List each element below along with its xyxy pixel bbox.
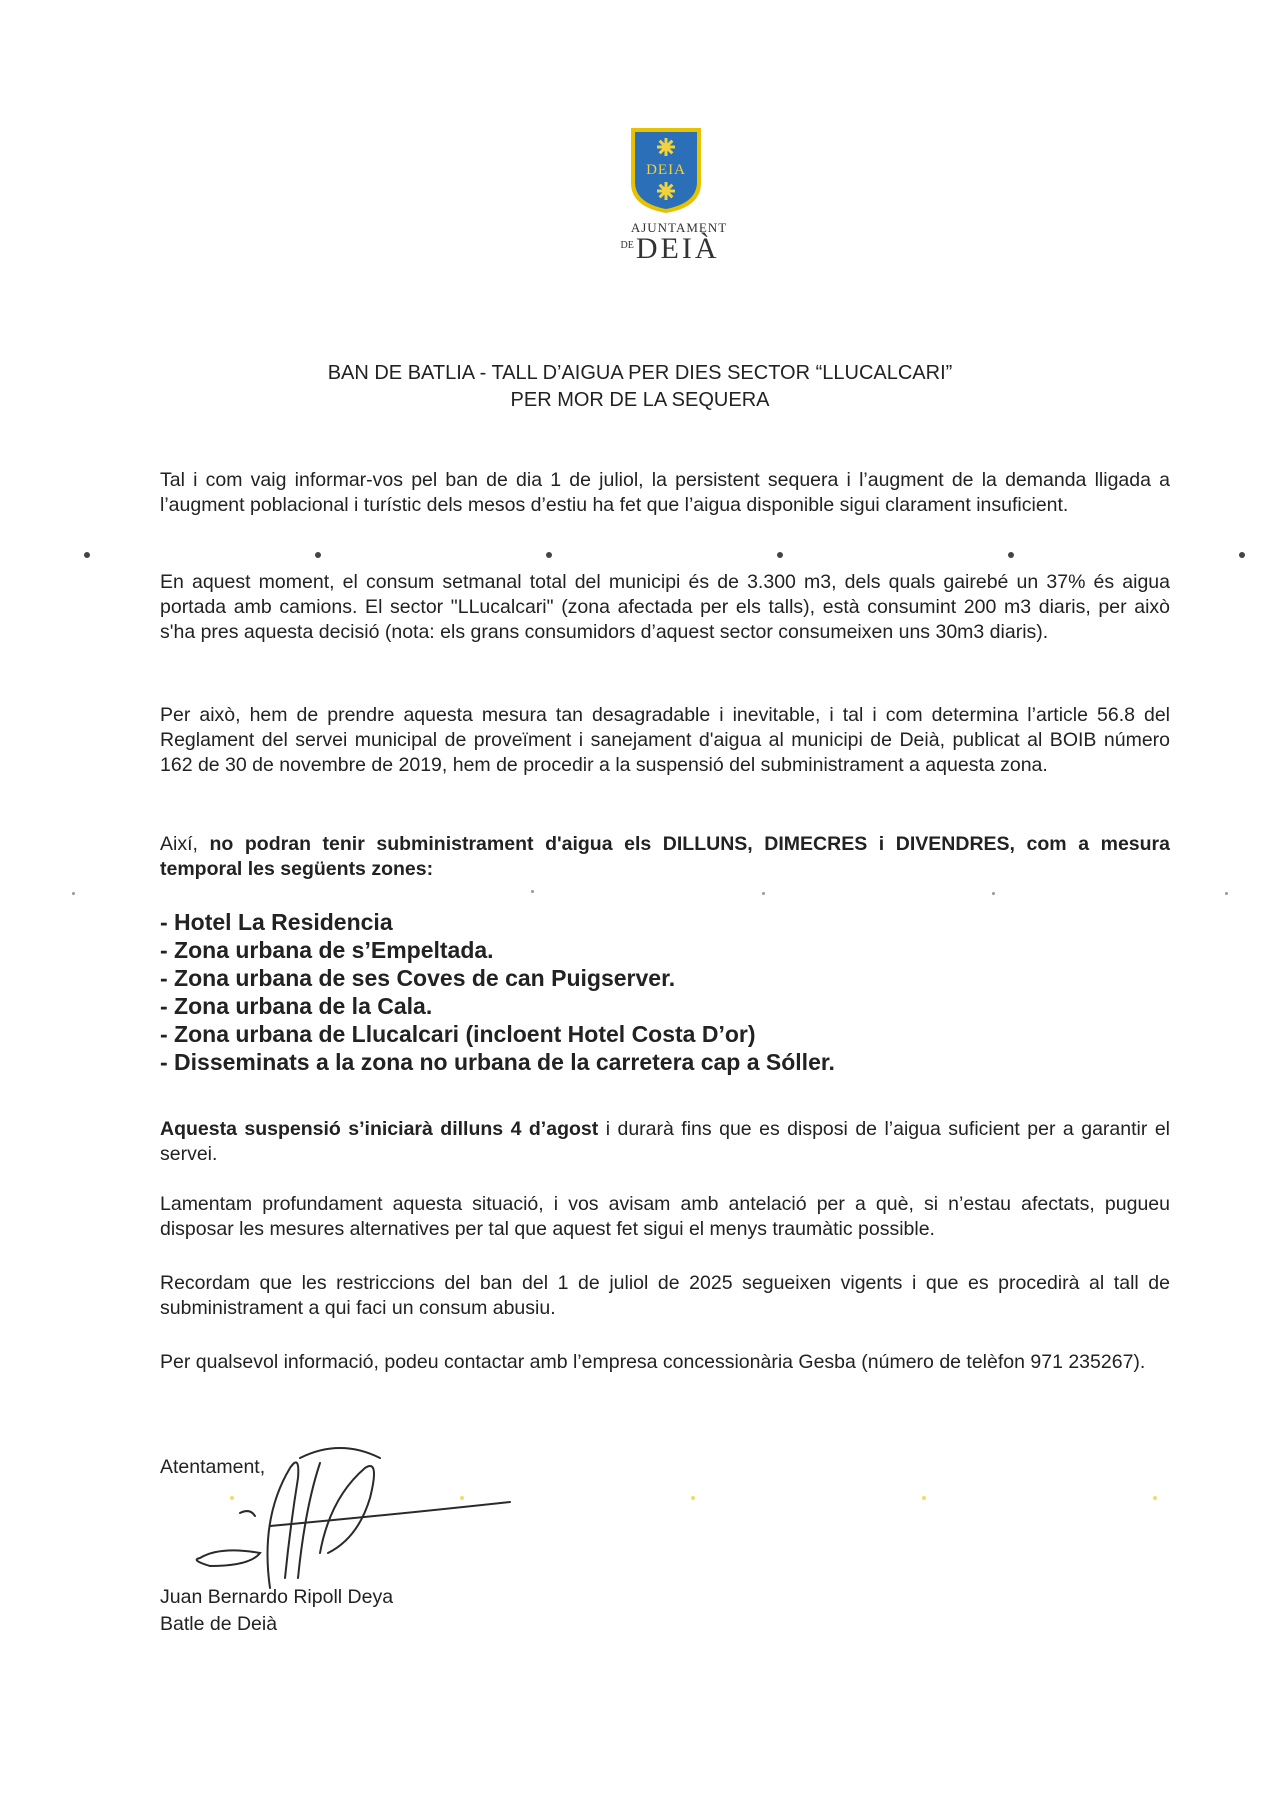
closing-text: Atentament, xyxy=(160,1456,266,1478)
svg-text:DEIA: DEIA xyxy=(646,162,686,178)
list-item: - Zona urbana de la Cala. xyxy=(160,993,433,1019)
start-date-bold: Aquesta suspensió s’iniciarà dilluns 4 d’agost xyxy=(160,1118,599,1140)
scan-speck xyxy=(230,1496,234,1500)
title-line-1: BAN DE BATLIA - TALL D’AIGUA PER DIES SECTOR “LLUCALCARI” xyxy=(327,362,953,384)
logo-caption xyxy=(600,220,740,264)
document-title xyxy=(160,360,1120,414)
paragraph-regulation: Per això, hem de prendre aquesta mesura tan desagradable i inevitable, i tal i com determina l’article 56.8 del Reglament del servei municipal de proveïment i sanejament d'aigua al municipi de Deià, publicat al BOIB número 162 de 30 de novembre de 2019, hem de procedir a la suspensió del subministrament a aquesta zona. xyxy=(160,704,1170,776)
list-item: - Zona urbana de Llucalcari (incloent Hotel Costa D’or) xyxy=(160,1021,756,1047)
scan-speck xyxy=(531,890,534,893)
signer-block xyxy=(160,1584,393,1638)
restriction-prefix: Així, xyxy=(160,833,210,855)
paragraph-contact: Per qualsevol informació, podeu contactar amb l’empresa concessionària Gesba (número de telèfon 971 235267). xyxy=(160,1351,1146,1373)
paragraph-intro: Tal i com vaig informar-vos pel ban de dia 1 de juliol, la persistent sequera i l’augment de la demanda lligada a l’augment poblacional i turístic dels mesos d’estiu ha fet que l’aigua disponible sigui clarament insuficient. xyxy=(160,469,1170,516)
list-item: - Zona urbana de s’Empeltada. xyxy=(160,937,494,963)
scan-speck xyxy=(992,892,995,895)
deia-coat-of-arms-icon xyxy=(628,125,704,215)
scan-speck xyxy=(315,552,321,558)
list-item: - Zona urbana de ses Coves de can Puigserver. xyxy=(160,965,676,991)
restriction-bold: no podran tenir subministrament d'aigua els DILLUNS, DIMECRES i DIVENDRES, com a mesura temporal les següents zones: xyxy=(160,833,1170,880)
start-date-rest: i durarà fins que es disposi de l’aigua suficient per a garantir el servei. xyxy=(160,1118,1170,1165)
scan-speck xyxy=(546,552,552,558)
logo-caption-de: DE xyxy=(620,240,634,251)
scan-speck xyxy=(1008,552,1014,558)
signer-role: Batle de Deià xyxy=(160,1613,278,1635)
scan-speck xyxy=(1239,552,1245,558)
scan-speck xyxy=(922,1496,926,1500)
paragraph-restriction xyxy=(160,832,1170,882)
scan-speck xyxy=(777,552,783,558)
paragraph-start-date xyxy=(160,1117,1170,1167)
scan-speck xyxy=(72,892,75,895)
paragraph-reminder: Recordam que les restriccions del ban del 1 de juliol de 2025 segueixen vigents i que es procedirà al tall de subministrament a qui faci un consum abusiu. xyxy=(160,1272,1170,1319)
handwritten-signature xyxy=(180,1438,540,1598)
scan-speck xyxy=(84,552,90,558)
affected-zones-list xyxy=(160,908,1160,1076)
scan-speck xyxy=(762,892,765,895)
scan-speck xyxy=(1225,892,1228,895)
title-line-2: PER MOR DE LA SEQUERA xyxy=(510,389,770,411)
signer-name: Juan Bernardo Ripoll Deya xyxy=(160,1586,394,1608)
list-item: - Hotel La Residencia xyxy=(160,909,393,935)
paragraph-consumption: En aquest moment, el consum setmanal total del municipi és de 3.300 m3, dels quals gairebé un 37% és aigua portada amb camions. El sector "LLucalcari" (zona afectada per els talls), està consumint 200 m3 diaris, per això s'ha pres aquesta decisió (nota: els grans consumidors d’aquest sector consumeixen uns 30m3 diaris). xyxy=(160,571,1170,643)
scan-speck xyxy=(1153,1496,1157,1500)
logo-caption-name: DEIÀ xyxy=(635,232,720,265)
scan-speck xyxy=(691,1496,695,1500)
scan-speck xyxy=(460,1496,464,1500)
paragraph-apology: Lamentam profundament aquesta situació, i vos avisam amb antelació per a què, si n’estau afectats, pugueu disposar les mesures alternatives per tal que aquest fet sigui el menys traumàtic possible. xyxy=(160,1193,1170,1240)
list-item: - Disseminats a la zona no urbana de la carretera cap a Sóller. xyxy=(160,1049,835,1075)
logo-caption-top: AJUNTAMENT xyxy=(630,220,728,235)
